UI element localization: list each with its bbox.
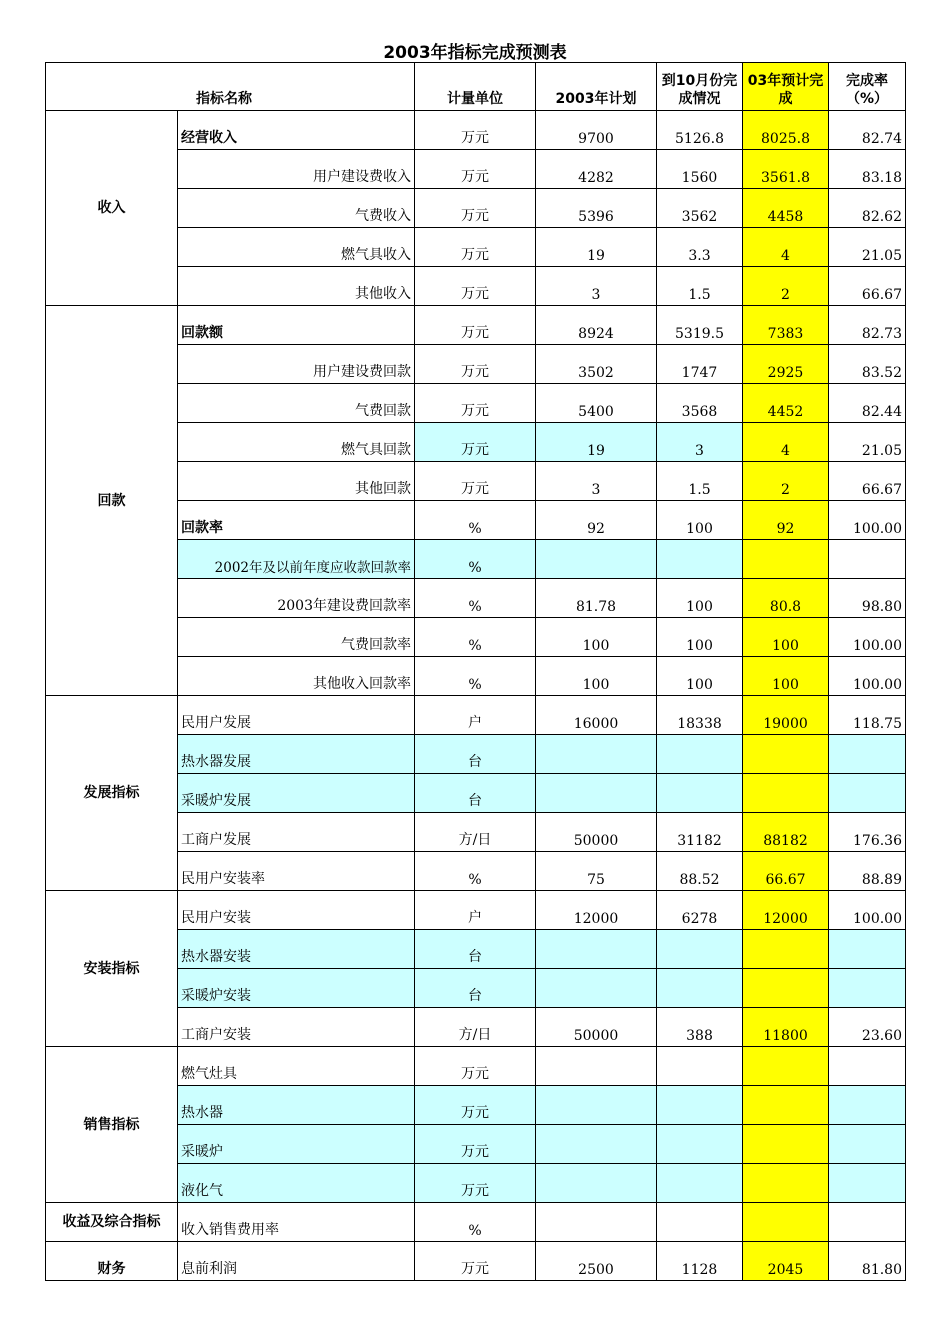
group-label-finance: 财务 bbox=[46, 1242, 178, 1281]
unit-cell: 万元 bbox=[415, 1242, 536, 1281]
unit-cell: % bbox=[415, 540, 536, 579]
to-oct-cell: 100 bbox=[657, 618, 743, 657]
rate-cell bbox=[829, 1086, 906, 1125]
plan-cell bbox=[536, 1164, 657, 1203]
forecast-cell: 2925 bbox=[743, 345, 829, 384]
table-row bbox=[46, 1047, 906, 1086]
indicator-name: 民用户发展 bbox=[178, 696, 415, 735]
indicator-name: 液化气 bbox=[178, 1164, 415, 1203]
rate-cell: 66.67 bbox=[829, 267, 906, 306]
forecast-cell: 2 bbox=[743, 462, 829, 501]
to-oct-cell: 5126.8 bbox=[657, 111, 743, 150]
unit-cell: 万元 bbox=[415, 384, 536, 423]
rate-cell: 82.73 bbox=[829, 306, 906, 345]
indicator-name: 燃气具收入 bbox=[178, 228, 415, 267]
table-row bbox=[46, 891, 906, 930]
indicator-name: 热水器安装 bbox=[178, 930, 415, 969]
plan-cell: 4282 bbox=[536, 150, 657, 189]
forecast-cell bbox=[743, 1203, 829, 1242]
to-oct-cell bbox=[657, 540, 743, 579]
plan-cell bbox=[536, 1086, 657, 1125]
rate-cell: 100.00 bbox=[829, 891, 906, 930]
to-oct-cell bbox=[657, 735, 743, 774]
to-oct-cell: 100 bbox=[657, 657, 743, 696]
to-oct-cell: 388 bbox=[657, 1008, 743, 1047]
forecast-table-container bbox=[45, 62, 906, 1299]
to-oct-cell bbox=[657, 930, 743, 969]
unit-cell: 万元 bbox=[415, 345, 536, 384]
forecast-cell bbox=[743, 969, 829, 1008]
to-oct-cell bbox=[657, 1125, 743, 1164]
plan-cell bbox=[536, 540, 657, 579]
header-to-oct: 到10月份完成情况 bbox=[657, 63, 743, 111]
plan-cell: 50000 bbox=[536, 813, 657, 852]
indicator-name: 其他收入 bbox=[178, 267, 415, 306]
indicator-name: 收入销售费用率 bbox=[178, 1203, 415, 1242]
indicator-name: 2002年及以前年度应收款回款率 bbox=[178, 540, 415, 579]
to-oct-cell: 1.5 bbox=[657, 462, 743, 501]
to-oct-cell: 18338 bbox=[657, 696, 743, 735]
forecast-cell bbox=[743, 1086, 829, 1125]
table-row bbox=[46, 1203, 906, 1242]
plan-cell bbox=[536, 1203, 657, 1242]
forecast-cell bbox=[743, 1125, 829, 1164]
plan-cell bbox=[536, 1047, 657, 1086]
plan-cell: 9700 bbox=[536, 111, 657, 150]
to-oct-cell: 3568 bbox=[657, 384, 743, 423]
indicator-name: 燃气具回款 bbox=[178, 423, 415, 462]
indicator-name: 其他回款 bbox=[178, 462, 415, 501]
header-plan: 2003年计划 bbox=[536, 63, 657, 111]
rate-cell bbox=[829, 1164, 906, 1203]
to-oct-cell bbox=[657, 1203, 743, 1242]
forecast-cell: 3561.8 bbox=[743, 150, 829, 189]
to-oct-cell: 1.5 bbox=[657, 267, 743, 306]
rate-cell: 88.89 bbox=[829, 852, 906, 891]
indicator-name: 工商户安装 bbox=[178, 1008, 415, 1047]
plan-cell bbox=[536, 774, 657, 813]
plan-cell: 3 bbox=[536, 462, 657, 501]
group-label-income: 收入 bbox=[46, 111, 178, 306]
to-oct-cell bbox=[657, 1164, 743, 1203]
indicator-name: 气费回款率 bbox=[178, 618, 415, 657]
rate-cell bbox=[829, 774, 906, 813]
rate-cell: 100.00 bbox=[829, 618, 906, 657]
indicator-name: 采暖炉 bbox=[178, 1125, 415, 1164]
unit-cell: 万元 bbox=[415, 462, 536, 501]
plan-cell: 8924 bbox=[536, 306, 657, 345]
rate-cell: 66.67 bbox=[829, 462, 906, 501]
indicator-name: 工商户发展 bbox=[178, 813, 415, 852]
indicator-name: 气费回款 bbox=[178, 384, 415, 423]
unit-cell: 万元 bbox=[415, 1047, 536, 1086]
to-oct-cell: 3562 bbox=[657, 189, 743, 228]
table-row bbox=[46, 696, 906, 735]
plan-cell bbox=[536, 735, 657, 774]
plan-cell: 19 bbox=[536, 423, 657, 462]
indicator-name: 经营收入 bbox=[178, 111, 415, 150]
rate-cell bbox=[829, 1203, 906, 1242]
forecast-cell: 2 bbox=[743, 267, 829, 306]
indicator-name: 民用户安装 bbox=[178, 891, 415, 930]
indicator-name: 回款率 bbox=[178, 501, 415, 540]
unit-cell: 万元 bbox=[415, 1086, 536, 1125]
rate-cell: 82.74 bbox=[829, 111, 906, 150]
rate-cell bbox=[829, 540, 906, 579]
forecast-cell bbox=[743, 930, 829, 969]
unit-cell: 万元 bbox=[415, 267, 536, 306]
unit-cell: 万元 bbox=[415, 1125, 536, 1164]
indicator-name: 热水器发展 bbox=[178, 735, 415, 774]
to-oct-cell bbox=[657, 1047, 743, 1086]
to-oct-cell: 5319.5 bbox=[657, 306, 743, 345]
rate-cell: 83.18 bbox=[829, 150, 906, 189]
unit-cell: 台 bbox=[415, 735, 536, 774]
unit-cell: % bbox=[415, 657, 536, 696]
unit-cell: 台 bbox=[415, 774, 536, 813]
to-oct-cell: 1747 bbox=[657, 345, 743, 384]
plan-cell bbox=[536, 1125, 657, 1164]
to-oct-cell: 100 bbox=[657, 501, 743, 540]
forecast-cell: 100 bbox=[743, 618, 829, 657]
rate-cell: 82.62 bbox=[829, 189, 906, 228]
unit-cell: % bbox=[415, 618, 536, 657]
forecast-cell: 80.8 bbox=[743, 579, 829, 618]
rate-cell: 98.80 bbox=[829, 579, 906, 618]
forecast-cell: 19000 bbox=[743, 696, 829, 735]
plan-cell: 5396 bbox=[536, 189, 657, 228]
forecast-cell: 2045 bbox=[743, 1242, 829, 1281]
forecast-cell bbox=[743, 735, 829, 774]
table-row bbox=[46, 1242, 906, 1281]
unit-cell: 万元 bbox=[415, 306, 536, 345]
unit-cell: 万元 bbox=[415, 228, 536, 267]
to-oct-cell: 1128 bbox=[657, 1242, 743, 1281]
table-row bbox=[46, 111, 906, 150]
rate-cell bbox=[829, 930, 906, 969]
unit-cell: 台 bbox=[415, 930, 536, 969]
plan-cell: 3502 bbox=[536, 345, 657, 384]
indicator-name: 采暖炉安装 bbox=[178, 969, 415, 1008]
unit-cell: 万元 bbox=[415, 150, 536, 189]
plan-cell: 19 bbox=[536, 228, 657, 267]
unit-cell: 方/日 bbox=[415, 1008, 536, 1047]
group-label-profit: 收益及综合指标 bbox=[46, 1203, 178, 1242]
forecast-cell: 8025.8 bbox=[743, 111, 829, 150]
plan-cell: 50000 bbox=[536, 1008, 657, 1047]
sheet-title: 2003年指标完成预测表 bbox=[383, 43, 567, 63]
group-label-payment: 回款 bbox=[46, 306, 178, 696]
indicator-name: 气费收入 bbox=[178, 189, 415, 228]
header-unit: 计量单位 bbox=[415, 63, 536, 111]
rate-cell bbox=[829, 1047, 906, 1086]
rate-cell: 100.00 bbox=[829, 501, 906, 540]
indicator-name: 采暖炉发展 bbox=[178, 774, 415, 813]
rate-cell bbox=[829, 735, 906, 774]
group-label-sales: 销售指标 bbox=[46, 1047, 178, 1203]
unit-cell: % bbox=[415, 501, 536, 540]
indicator-name: 民用户安装率 bbox=[178, 852, 415, 891]
unit-cell: 万元 bbox=[415, 1164, 536, 1203]
unit-cell: 台 bbox=[415, 969, 536, 1008]
header-rate: 完成率（%） bbox=[829, 63, 906, 111]
rate-cell: 83.52 bbox=[829, 345, 906, 384]
plan-cell: 5400 bbox=[536, 384, 657, 423]
indicator-name: 回款额 bbox=[178, 306, 415, 345]
group-label-development: 发展指标 bbox=[46, 696, 178, 891]
unit-cell: 万元 bbox=[415, 111, 536, 150]
rate-cell: 82.44 bbox=[829, 384, 906, 423]
to-oct-cell: 88.52 bbox=[657, 852, 743, 891]
header-name: 指标名称 bbox=[46, 63, 415, 111]
plan-cell: 75 bbox=[536, 852, 657, 891]
forecast-cell: 100 bbox=[743, 657, 829, 696]
forecast-cell bbox=[743, 774, 829, 813]
plan-cell: 16000 bbox=[536, 696, 657, 735]
to-oct-cell: 6278 bbox=[657, 891, 743, 930]
forecast-cell: 4 bbox=[743, 423, 829, 462]
plan-cell: 3 bbox=[536, 267, 657, 306]
indicator-name: 燃气灶具 bbox=[178, 1047, 415, 1086]
rate-cell bbox=[829, 1125, 906, 1164]
plan-cell: 2500 bbox=[536, 1242, 657, 1281]
forecast-cell bbox=[743, 1164, 829, 1203]
plan-cell: 92 bbox=[536, 501, 657, 540]
plan-cell: 12000 bbox=[536, 891, 657, 930]
rate-cell: 23.60 bbox=[829, 1008, 906, 1047]
to-oct-cell: 31182 bbox=[657, 813, 743, 852]
forecast-cell: 88182 bbox=[743, 813, 829, 852]
unit-cell: 万元 bbox=[415, 423, 536, 462]
forecast-cell: 12000 bbox=[743, 891, 829, 930]
plan-cell: 81.78 bbox=[536, 579, 657, 618]
plan-cell bbox=[536, 930, 657, 969]
rate-cell: 21.05 bbox=[829, 228, 906, 267]
forecast-cell: 4458 bbox=[743, 189, 829, 228]
forecast-cell: 66.67 bbox=[743, 852, 829, 891]
to-oct-cell bbox=[657, 1086, 743, 1125]
indicator-name: 用户建设费收入 bbox=[178, 150, 415, 189]
unit-cell: 户 bbox=[415, 891, 536, 930]
plan-cell: 100 bbox=[536, 618, 657, 657]
forecast-cell: 11800 bbox=[743, 1008, 829, 1047]
rate-cell bbox=[829, 969, 906, 1008]
unit-cell: 万元 bbox=[415, 189, 536, 228]
indicator-name: 息前利润 bbox=[178, 1242, 415, 1281]
rate-cell: 81.80 bbox=[829, 1242, 906, 1281]
table-row bbox=[46, 306, 906, 345]
unit-cell: 方/日 bbox=[415, 813, 536, 852]
forecast-cell bbox=[743, 540, 829, 579]
indicator-name: 热水器 bbox=[178, 1086, 415, 1125]
indicator-name: 2003年建设费回款率 bbox=[178, 579, 415, 618]
forecast-cell: 4452 bbox=[743, 384, 829, 423]
rate-cell: 176.36 bbox=[829, 813, 906, 852]
forecast-cell: 7383 bbox=[743, 306, 829, 345]
rate-cell: 21.05 bbox=[829, 423, 906, 462]
rate-cell: 100.00 bbox=[829, 657, 906, 696]
to-oct-cell: 3 bbox=[657, 423, 743, 462]
forecast-cell: 4 bbox=[743, 228, 829, 267]
plan-cell: 100 bbox=[536, 657, 657, 696]
header-forecast: 03年预计完成 bbox=[743, 63, 829, 111]
group-label-install: 安装指标 bbox=[46, 891, 178, 1047]
indicator-name: 其他收入回款率 bbox=[178, 657, 415, 696]
to-oct-cell: 1560 bbox=[657, 150, 743, 189]
forecast-cell bbox=[743, 1047, 829, 1086]
to-oct-cell bbox=[657, 774, 743, 813]
to-oct-cell: 100 bbox=[657, 579, 743, 618]
unit-cell: % bbox=[415, 1203, 536, 1242]
unit-cell: 户 bbox=[415, 696, 536, 735]
rate-cell: 118.75 bbox=[829, 696, 906, 735]
plan-cell bbox=[536, 969, 657, 1008]
to-oct-cell bbox=[657, 969, 743, 1008]
indicator-name: 用户建设费回款 bbox=[178, 345, 415, 384]
to-oct-cell: 3.3 bbox=[657, 228, 743, 267]
header-row bbox=[46, 63, 906, 111]
unit-cell: % bbox=[415, 852, 536, 891]
unit-cell: % bbox=[415, 579, 536, 618]
forecast-table bbox=[45, 62, 906, 1281]
forecast-cell: 92 bbox=[743, 501, 829, 540]
